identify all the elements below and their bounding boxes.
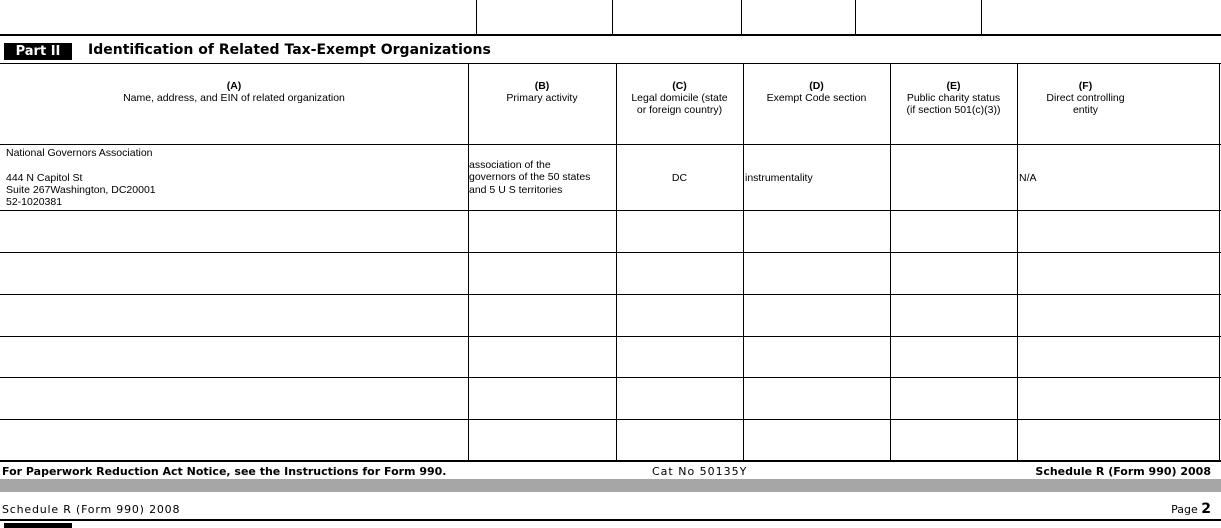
table-row-rule <box>0 419 1221 420</box>
page-indicator <box>1171 501 1211 517</box>
page-label: Page <box>1171 503 1198 516</box>
column-divider <box>743 63 744 461</box>
table-row-rule <box>0 210 1221 211</box>
prev-table-divider <box>981 0 982 34</box>
column-label: Primary activity <box>506 92 578 104</box>
prev-table-divider <box>741 0 742 34</box>
table-row-rule <box>0 144 1221 145</box>
org-address-line2: Suite 267Washington, DC20001 <box>6 184 156 196</box>
column-letter: (A) <box>226 80 242 92</box>
primary-activity-line3: and 5 U S territories <box>469 184 563 196</box>
column-header-c <box>616 80 743 116</box>
exempt-code-section: instrumentality <box>745 172 813 184</box>
column-letter: (D) <box>809 80 824 92</box>
column-label: entity <box>1072 104 1099 116</box>
column-letter: (B) <box>534 80 550 92</box>
column-label: Exempt Code section <box>766 92 867 104</box>
column-label: or foreign country) <box>636 104 723 116</box>
column-label: Direct controlling <box>1046 92 1125 104</box>
table-row-rule <box>0 336 1221 337</box>
column-label: Name, address, and EIN of related organization <box>123 92 345 104</box>
paperwork-notice: For Paperwork Reduction Act Notice, see the Instructions for Form 990. <box>2 465 447 478</box>
table-bottom-rule <box>0 460 1221 462</box>
direct-controlling-entity: N/A <box>1019 172 1037 184</box>
column-divider <box>890 63 891 461</box>
column-letter: (F) <box>1078 80 1093 92</box>
page-number: 2 <box>1201 501 1211 517</box>
table-row-rule <box>0 377 1221 378</box>
prev-table-divider <box>855 0 856 34</box>
part-top-rule <box>0 34 1221 36</box>
page2-form-label: Schedule R (Form 990) 2008 <box>2 503 181 516</box>
column-header-d <box>743 80 890 104</box>
legal-domicile: DC <box>671 172 688 184</box>
page2-header-rule <box>0 519 1221 521</box>
page-separator <box>0 479 1221 492</box>
column-divider <box>616 63 617 461</box>
org-address-line1: 444 N Capitol St <box>6 172 83 184</box>
column-letter: (E) <box>946 80 961 92</box>
column-letter: (C) <box>672 80 687 92</box>
column-header-a <box>0 80 468 104</box>
part-header-rule <box>0 63 1221 64</box>
part-title: Identification of Related Tax-Exempt Organizations <box>88 42 491 58</box>
column-header-e <box>890 80 1017 116</box>
column-header-b <box>468 80 616 104</box>
prev-table-divider <box>612 0 613 34</box>
column-label: Public charity status <box>906 92 1001 104</box>
primary-activity-line1: association of the <box>469 159 551 171</box>
table-row-rule <box>0 252 1221 253</box>
column-label: Legal domicile (state <box>631 92 728 104</box>
column-divider <box>468 63 469 461</box>
prev-table-divider <box>476 0 477 34</box>
org-name: National Governors Association <box>6 147 153 159</box>
primary-activity-line2: governors of the 50 states <box>469 171 591 183</box>
page2-part-tab <box>4 523 72 528</box>
catalog-number: Cat No 50135Y <box>652 465 748 478</box>
table-row-rule <box>0 294 1221 295</box>
table-right-edge <box>1219 63 1220 461</box>
column-divider <box>1017 63 1018 461</box>
org-ein: 52-1020381 <box>6 196 63 208</box>
form-footer-label: Schedule R (Form 990) 2008 <box>1035 465 1211 478</box>
part-label: Part II <box>4 43 72 60</box>
column-label: (if section 501(c)(3)) <box>906 104 1001 116</box>
column-header-f <box>1017 80 1154 116</box>
